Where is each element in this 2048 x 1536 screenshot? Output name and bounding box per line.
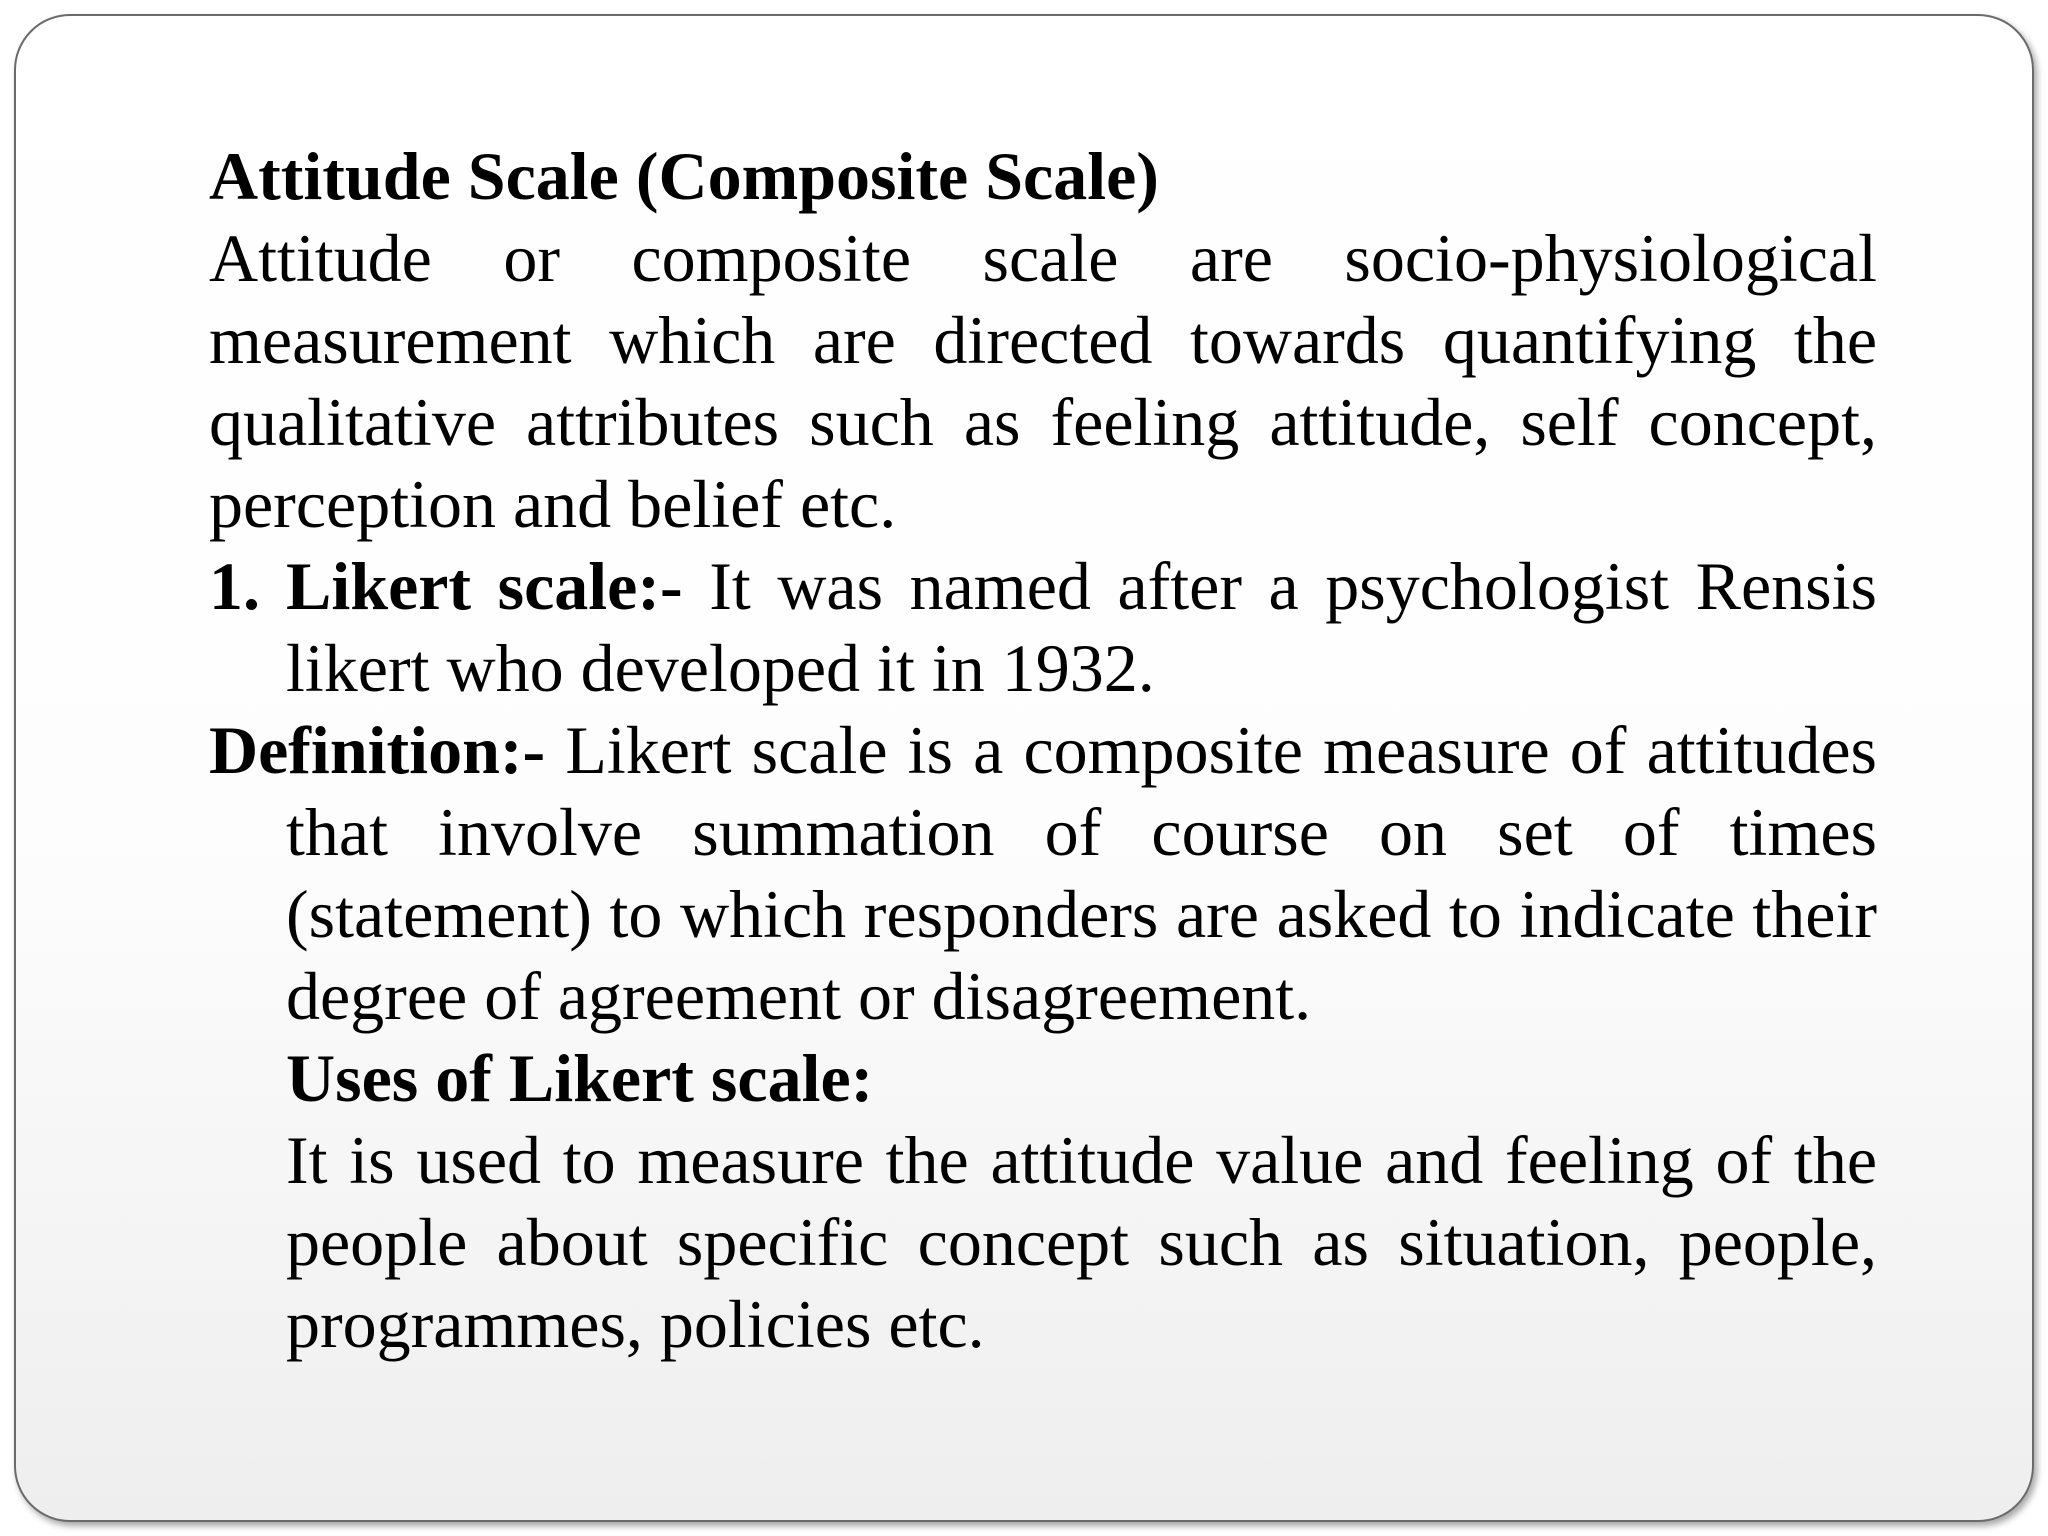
- likert-item: [209, 545, 1877, 709]
- likert-item-number: 1.: [209, 548, 260, 624]
- definition-text: Likert scale is a composite measure of attitudes that involve summation of course on set of times (statement) to which responders are asked to indicate their degree of agreement or disagreement.: [286, 712, 1877, 1034]
- slide-heading: Attitude Scale (Composite Scale): [209, 138, 1159, 214]
- uses-paragraph: It is used to measure the attitude value and feeling of the people about specific concept such as situation, people, programmes, policies etc.: [286, 1122, 1877, 1362]
- slide-content: [209, 135, 1877, 1365]
- likert-item-text: It was named after a psychologist Rensis likert who developed it in 1932.: [286, 548, 1877, 706]
- definition-paragraph: [209, 709, 1877, 1037]
- likert-item-term: Likert scale:-: [286, 548, 683, 624]
- definition-term: Definition:-: [209, 712, 546, 788]
- uses-heading: Uses of Likert scale:: [286, 1040, 874, 1116]
- intro-paragraph: Attitude or composite scale are socio-physiological measurement which are directed towards quantifying the qualitative attributes such as feeling attitude, self concept, perception and belief etc.: [209, 220, 1877, 542]
